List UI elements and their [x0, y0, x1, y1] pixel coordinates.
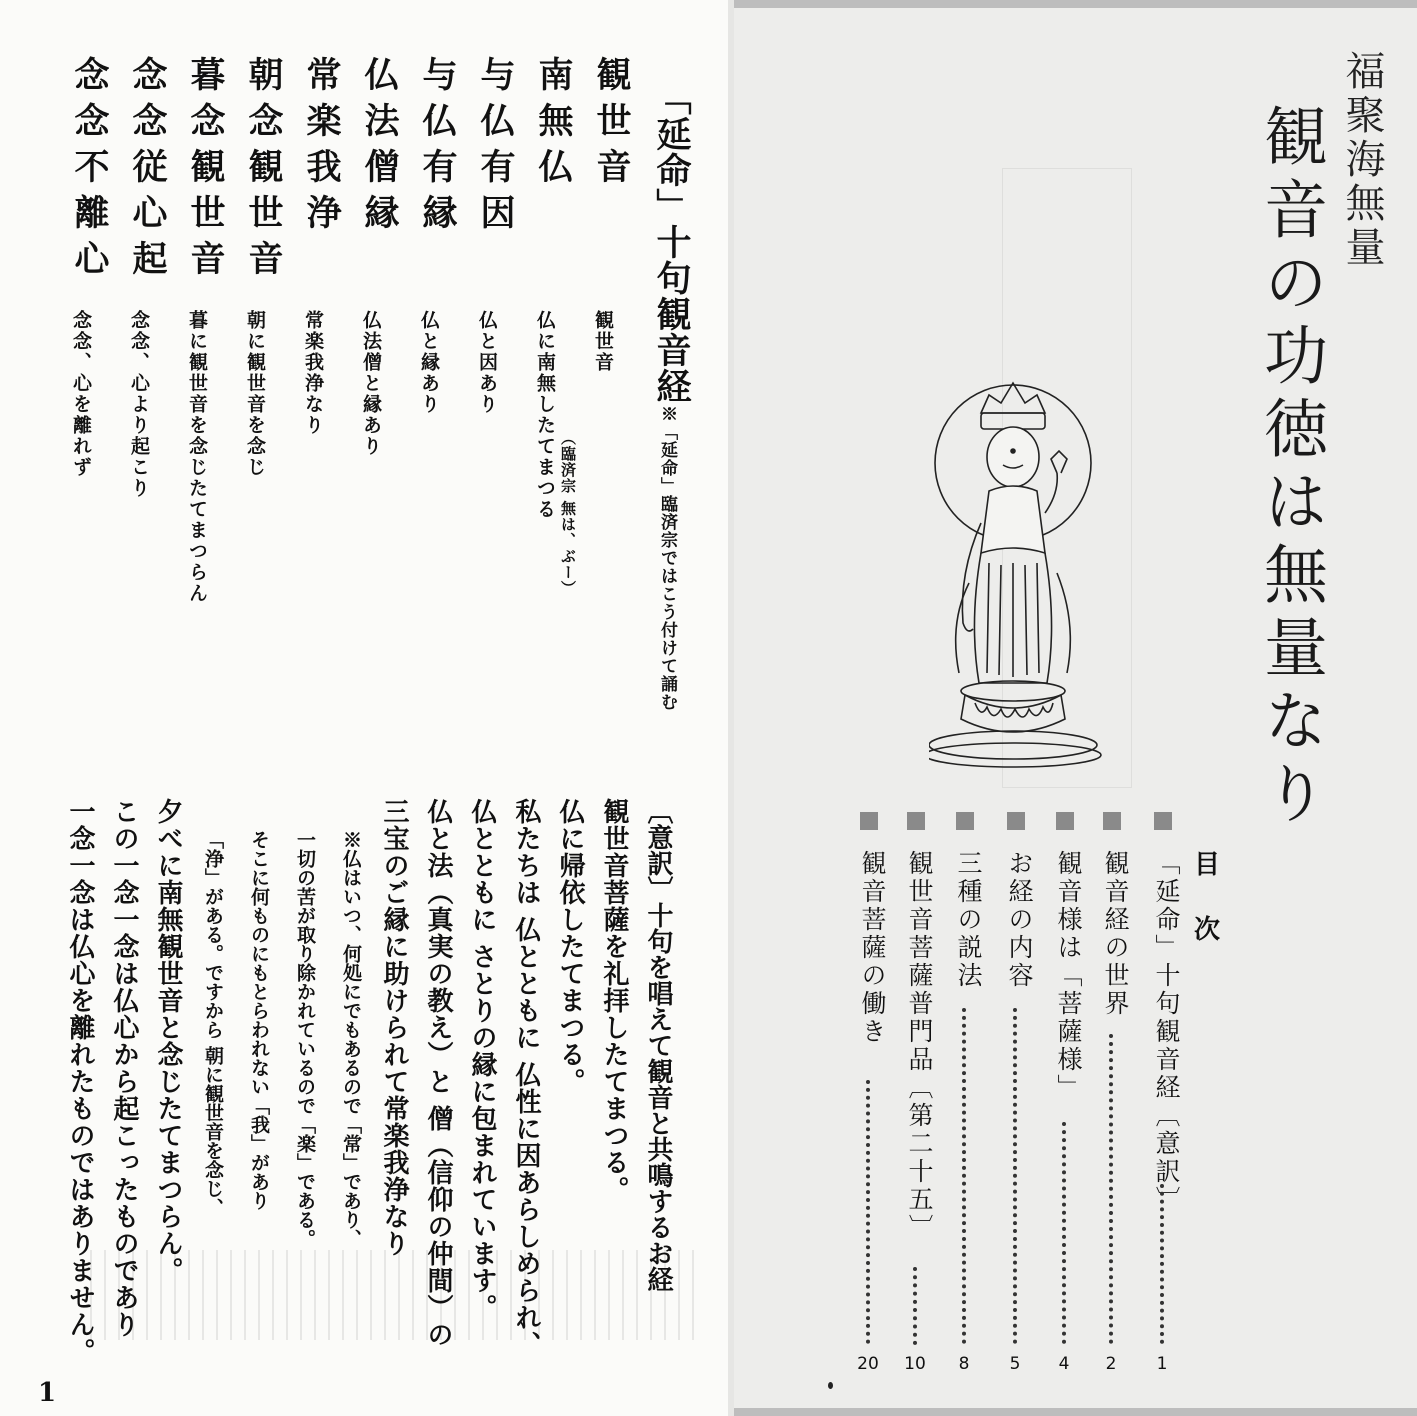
toc-item-page: 1: [1156, 1354, 1168, 1374]
toc-leader-dots: [913, 1267, 917, 1345]
series-title: 福聚海無量: [1339, 50, 1385, 270]
sutra-gloss: 念念、心を離れず: [70, 310, 92, 478]
sutra-line: 念念従心起: [127, 56, 168, 286]
sutra-gloss: 仏法僧と縁あり: [360, 310, 382, 457]
translation-line: 仏に帰依したてまつる。: [555, 798, 585, 1095]
toc-item-label: お経の内容: [1005, 850, 1034, 990]
page-number: 1: [38, 1378, 57, 1408]
translation-note: そこに何ものにもとらわれない「我」があり: [248, 830, 270, 1210]
toc-marker: [1154, 812, 1172, 830]
print-speck: [828, 1382, 833, 1389]
sutra-gloss: 仏と因あり: [476, 310, 498, 415]
toc-item-kanzeon-bosatsu-fumonbon[interactable]: [897, 812, 933, 1372]
toc-marker: [1103, 812, 1121, 830]
right-page: [734, 0, 1417, 1416]
toc-marker: [860, 812, 878, 830]
kannon-statue-illustration: [929, 373, 1129, 773]
translation-line: 一念一念は仏心を離れたものではありません。: [65, 798, 95, 1365]
toc-leader-dots: [866, 1080, 870, 1344]
toc-heading-char: 次: [1194, 915, 1221, 945]
sutra-line: 与仏有因: [475, 56, 516, 240]
toc-item-label: 観音様は「菩薩様」: [1054, 850, 1083, 1102]
toc-item-kannonsama-wa-bosatsusama[interactable]: [1046, 812, 1082, 1372]
sutra-line: 念念不離心: [69, 56, 110, 286]
toc-item-page: 4: [1058, 1354, 1070, 1374]
sutra-gloss: 暮に観世音を念じたてまつらん: [186, 310, 208, 604]
toc-leader-dots: [1160, 1184, 1164, 1344]
toc-heading: [1194, 844, 1220, 946]
sutra-gloss: 常楽我浄なり: [302, 310, 324, 436]
toc-item-page: 2: [1105, 1354, 1117, 1374]
sutra-line: 仏法僧縁: [359, 56, 400, 240]
toc-marker: [956, 812, 974, 830]
sutra-gloss: 仏と縁あり: [418, 310, 440, 415]
translation-line: 夕べに南無観世音と念じたてまつらん。: [153, 798, 183, 1284]
toc-leader-dots: [1062, 1122, 1066, 1344]
toc-heading-char: 目: [1194, 850, 1221, 880]
toc-leader-dots: [962, 1008, 966, 1344]
toc-item-page: 5: [1009, 1354, 1021, 1374]
sutra-gloss-note: （臨済宗 無は、ぶー）: [559, 430, 577, 597]
toc-marker: [907, 812, 925, 830]
translation-heading: 〔意訳〕十句を唱えて観音と共鳴するお経: [643, 798, 673, 1292]
sutra-gloss: 念念、心より起こり: [128, 310, 150, 499]
sutra-line: 南無仏: [533, 56, 574, 194]
translation-note: ※仏はいつ、何処にでもあるので「常」であり、: [340, 830, 362, 1248]
sutra-gloss: 観世音: [592, 310, 614, 373]
translation-line: 仏と法（真実の教え）と 僧（信仰の仲間）の: [423, 798, 453, 1349]
toc-item-kannon-bosatsu-no-hataraki[interactable]: [850, 812, 886, 1372]
toc-marker: [1056, 812, 1074, 830]
sutra-line: 暮念観世音: [185, 56, 226, 286]
translation-line: この一念一念は仏心から起こったものであり: [109, 798, 139, 1338]
main-title: 観音の功徳は無量なり: [1253, 103, 1327, 833]
toc-item-label: 三種の説法: [954, 850, 983, 990]
toc-leader-dots: [1013, 1008, 1017, 1344]
toc-item-sanshu-no-seppo[interactable]: [946, 812, 982, 1372]
sutra-line: 与仏有縁: [417, 56, 458, 240]
sutra-title: 「延命」十句観音経: [651, 80, 692, 404]
sutra-line: 常楽我浄: [301, 56, 342, 240]
toc-item-page: 20: [857, 1354, 879, 1374]
sutra-line: 観世音: [591, 56, 632, 194]
sutra-line: 朝念観世音: [243, 56, 284, 286]
translation-note: 一切の苦が取り除かれているので「楽」である。: [294, 830, 316, 1248]
toc-marker: [1007, 812, 1025, 830]
sutra-gloss: 仏に南無したてまつる: [534, 310, 556, 520]
toc-item-kannongyo-no-sekai[interactable]: [1093, 812, 1129, 1372]
toc-item-label: 「延命」十句観音経〔意訳〕: [1152, 850, 1181, 1214]
toc-item-okyo-no-naiyo[interactable]: [997, 812, 1033, 1372]
toc-item-enmei-jikku-kannongyo[interactable]: [1144, 812, 1180, 1372]
translation-line: 観世音菩薩を礼拝したてまつる。: [599, 798, 629, 1203]
translation-line: 私たちは 仏とともに 仏性に因あらしめられ、: [511, 798, 541, 1359]
toc-item-page: 10: [904, 1354, 926, 1374]
toc-item-page: 8: [958, 1354, 970, 1374]
translation-note: 「浄」がある。ですから 朝に観世音を念じ、: [202, 830, 224, 1217]
toc-leader-dots: [1109, 1034, 1113, 1344]
toc-item-label: 観音経の世界: [1101, 850, 1130, 1018]
toc-item-label: 観世音菩薩普門品〔第二十五〕: [905, 850, 934, 1242]
toc-item-label: 観音菩薩の働き: [858, 850, 887, 1046]
sutra-gloss: 朝に観世音を念じ: [244, 310, 266, 478]
sutra-note: ※「延命」臨済宗ではこう付けて誦む: [657, 405, 677, 711]
translation-line: 仏とともに さとりの縁に包まれています。: [467, 798, 497, 1322]
translation-line: 三宝のご縁に助けられて常楽我浄なり: [379, 798, 409, 1257]
